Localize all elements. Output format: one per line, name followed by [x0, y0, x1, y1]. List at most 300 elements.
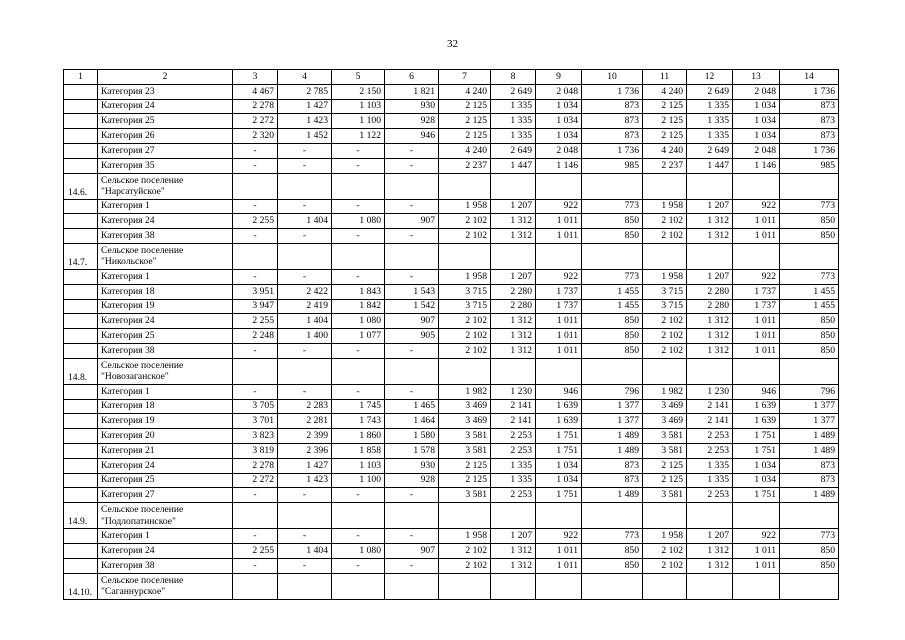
empty-cell: [332, 173, 385, 199]
empty-cell: [332, 358, 385, 384]
value-cell: 773: [780, 269, 839, 284]
table-row: [64, 84, 839, 99]
value-cell: 1 312: [491, 229, 536, 244]
table-row: [64, 129, 839, 144]
value-cell: 1 034: [733, 129, 780, 144]
value-cell: 2 253: [491, 488, 536, 503]
row-code: [64, 558, 98, 573]
value-cell: 1 034: [536, 114, 582, 129]
table-row: [64, 229, 839, 244]
value-cell: 1 751: [536, 443, 582, 458]
value-cell: 985: [582, 158, 643, 173]
row-code: [64, 299, 98, 314]
table-row: [64, 399, 839, 414]
row-code: [64, 429, 98, 444]
value-cell: 3 469: [439, 414, 491, 429]
settlement-name-line2: "Подлопатинское": [101, 515, 176, 527]
value-cell: 3 947: [233, 299, 278, 314]
empty-cell: [233, 573, 278, 599]
empty-cell: [687, 573, 733, 599]
value-cell: 1 751: [733, 443, 780, 458]
row-code: [64, 443, 98, 458]
value-cell: 930: [385, 99, 439, 114]
value-cell: 922: [733, 199, 780, 214]
row-code: [64, 84, 98, 99]
value-cell: 2 419: [278, 299, 332, 314]
value-cell: 3 715: [643, 299, 687, 314]
value-cell: 1 034: [733, 114, 780, 129]
row-code: [64, 343, 98, 358]
value-cell: 1 447: [491, 158, 536, 173]
value-cell: 3 469: [643, 399, 687, 414]
value-cell: 1 011: [536, 558, 582, 573]
empty-cell: [687, 503, 733, 529]
empty-cell: [233, 243, 278, 269]
table-row: [64, 314, 839, 329]
column-header: 13: [733, 70, 780, 85]
category-name: Категория 26: [98, 129, 233, 144]
value-cell: 1 011: [733, 314, 780, 329]
page-number: 32: [447, 38, 458, 50]
section-code: 14.9.: [64, 503, 98, 529]
table-row: [64, 343, 839, 358]
value-cell: 3 581: [439, 429, 491, 444]
empty-cell: [733, 243, 780, 269]
value-cell: 1 404: [278, 214, 332, 229]
value-cell: 850: [582, 343, 643, 358]
row-code: [64, 199, 98, 214]
value-cell: -: [233, 158, 278, 173]
empty-cell: [780, 173, 839, 199]
value-cell: 2 125: [643, 114, 687, 129]
value-cell: -: [278, 229, 332, 244]
empty-cell: [385, 173, 439, 199]
value-cell: 2 278: [233, 458, 278, 473]
value-cell: 1 312: [491, 558, 536, 573]
category-name: Категория 25: [98, 114, 233, 129]
value-cell: 2 255: [233, 214, 278, 229]
row-code: [64, 158, 98, 173]
value-cell: 1 034: [733, 458, 780, 473]
empty-cell: [733, 503, 780, 529]
value-cell: 946: [385, 129, 439, 144]
value-cell: 1 312: [491, 214, 536, 229]
value-cell: 1 011: [536, 329, 582, 344]
value-cell: 2 048: [733, 84, 780, 99]
value-cell: 2 102: [439, 229, 491, 244]
section-code: 14.8.: [64, 358, 98, 384]
empty-cell: [582, 358, 643, 384]
value-cell: -: [233, 343, 278, 358]
empty-cell: [536, 243, 582, 269]
value-cell: 2 125: [643, 129, 687, 144]
value-cell: 1 404: [278, 314, 332, 329]
settlement-name-line2: "Нарсатуйское": [101, 186, 165, 198]
value-cell: 1 146: [733, 158, 780, 173]
table-row: [64, 329, 839, 344]
value-cell: 1 737: [536, 284, 582, 299]
value-cell: 1 011: [733, 343, 780, 358]
value-cell: 850: [780, 214, 839, 229]
value-cell: 2 141: [491, 414, 536, 429]
value-cell: 3 715: [643, 284, 687, 299]
empty-cell: [687, 358, 733, 384]
category-name: Категория 24: [98, 543, 233, 558]
value-cell: -: [233, 529, 278, 544]
category-name: Категория 1: [98, 529, 233, 544]
row-code: [64, 399, 98, 414]
table-row: [64, 543, 839, 558]
table-row: [64, 429, 839, 444]
value-cell: 850: [582, 329, 643, 344]
table-row: [64, 158, 839, 173]
row-code: [64, 114, 98, 129]
value-cell: -: [233, 269, 278, 284]
value-cell: 773: [582, 529, 643, 544]
table-row: [64, 143, 839, 158]
value-cell: 1 958: [439, 529, 491, 544]
value-cell: 1 821: [385, 84, 439, 99]
value-cell: 1 011: [733, 229, 780, 244]
value-cell: 2 320: [233, 129, 278, 144]
tariff-table: [63, 69, 839, 600]
value-cell: 873: [780, 458, 839, 473]
value-cell: 928: [385, 114, 439, 129]
value-cell: 2 280: [491, 299, 536, 314]
row-code: [64, 488, 98, 503]
empty-cell: [439, 503, 491, 529]
value-cell: 1 489: [780, 429, 839, 444]
value-cell: 1 958: [439, 199, 491, 214]
value-cell: 2 272: [233, 473, 278, 488]
value-cell: 873: [582, 458, 643, 473]
empty-cell: [733, 173, 780, 199]
empty-cell: [780, 358, 839, 384]
category-name: Категория 27: [98, 488, 233, 503]
value-cell: 850: [780, 543, 839, 558]
value-cell: 1 452: [278, 129, 332, 144]
value-cell: 2 102: [643, 558, 687, 573]
settlement-name-line1: Сельское поселение: [101, 174, 184, 186]
value-cell: 850: [780, 329, 839, 344]
category-name: Категория 24: [98, 458, 233, 473]
value-cell: 1 207: [687, 529, 733, 544]
section-code: 14.7.: [64, 243, 98, 269]
category-name: Категория 21: [98, 443, 233, 458]
value-cell: -: [385, 384, 439, 399]
settlement-name-line1: Сельское поселение: [101, 504, 184, 516]
value-cell: 1 843: [332, 284, 385, 299]
value-cell: 1 982: [643, 384, 687, 399]
category-name: Категория 25: [98, 473, 233, 488]
value-cell: 1 842: [332, 299, 385, 314]
value-cell: -: [278, 343, 332, 358]
value-cell: 907: [385, 314, 439, 329]
empty-cell: [536, 358, 582, 384]
value-cell: 922: [733, 529, 780, 544]
value-cell: 3 581: [643, 429, 687, 444]
value-cell: 1 312: [687, 558, 733, 573]
value-cell: 873: [780, 473, 839, 488]
value-cell: -: [332, 488, 385, 503]
empty-cell: [582, 173, 643, 199]
value-cell: -: [233, 384, 278, 399]
value-cell: 1 080: [332, 314, 385, 329]
empty-cell: [491, 358, 536, 384]
empty-cell: [780, 573, 839, 599]
value-cell: 2 649: [687, 143, 733, 158]
settlement-name-line2: "Саганнурское": [101, 586, 166, 598]
value-cell: 873: [780, 99, 839, 114]
column-header: 2: [98, 70, 233, 85]
table-row: [64, 384, 839, 399]
value-cell: 1 751: [733, 429, 780, 444]
category-name: Категория 27: [98, 143, 233, 158]
value-cell: 1 737: [733, 284, 780, 299]
value-cell: 2 125: [643, 458, 687, 473]
empty-cell: [491, 243, 536, 269]
value-cell: -: [332, 343, 385, 358]
category-name: Категория 1: [98, 384, 233, 399]
row-code: [64, 229, 98, 244]
value-cell: 1 400: [278, 329, 332, 344]
value-cell: 1 335: [491, 473, 536, 488]
value-cell: 2 281: [278, 414, 332, 429]
value-cell: 850: [582, 543, 643, 558]
value-cell: 2 255: [233, 314, 278, 329]
value-cell: 1 335: [687, 473, 733, 488]
category-name: Категория 24: [98, 99, 233, 114]
value-cell: -: [385, 269, 439, 284]
row-code: [64, 529, 98, 544]
value-cell: 922: [536, 529, 582, 544]
column-header: 6: [385, 70, 439, 85]
value-cell: 2 125: [439, 99, 491, 114]
empty-cell: [733, 358, 780, 384]
value-cell: 3 581: [439, 443, 491, 458]
value-cell: 1 737: [733, 299, 780, 314]
table-row: [64, 99, 839, 114]
value-cell: 2 399: [278, 429, 332, 444]
value-cell: 2 253: [687, 429, 733, 444]
table-row: [64, 214, 839, 229]
value-cell: 1 455: [780, 284, 839, 299]
value-cell: 1 312: [687, 543, 733, 558]
value-cell: 3 715: [439, 299, 491, 314]
value-cell: 3 581: [439, 488, 491, 503]
value-cell: -: [385, 343, 439, 358]
value-cell: 1 745: [332, 399, 385, 414]
value-cell: 2 102: [643, 314, 687, 329]
value-cell: 1 103: [332, 458, 385, 473]
settlement-name: [98, 573, 233, 599]
value-cell: 1 639: [733, 399, 780, 414]
empty-cell: [491, 173, 536, 199]
value-cell: 3 951: [233, 284, 278, 299]
value-cell: 3 705: [233, 399, 278, 414]
section-code: 14.6.: [64, 173, 98, 199]
empty-cell: [643, 503, 687, 529]
value-cell: 1 958: [643, 199, 687, 214]
value-cell: 1 312: [687, 214, 733, 229]
column-header: 11: [643, 70, 687, 85]
empty-cell: [643, 573, 687, 599]
value-cell: 2 255: [233, 543, 278, 558]
value-cell: 2 253: [687, 443, 733, 458]
value-cell: 2 649: [491, 84, 536, 99]
value-cell: 922: [536, 269, 582, 284]
value-cell: 1 312: [687, 343, 733, 358]
empty-cell: [643, 358, 687, 384]
value-cell: 985: [780, 158, 839, 173]
value-cell: 1 543: [385, 284, 439, 299]
category-name: Категория 1: [98, 269, 233, 284]
value-cell: 2 422: [278, 284, 332, 299]
row-code: [64, 269, 98, 284]
value-cell: 1 335: [491, 114, 536, 129]
value-cell: 1 489: [582, 488, 643, 503]
empty-cell: [385, 573, 439, 599]
value-cell: 1 751: [536, 429, 582, 444]
empty-cell: [582, 503, 643, 529]
value-cell: 850: [582, 214, 643, 229]
value-cell: 1 034: [536, 129, 582, 144]
table-row: [64, 529, 839, 544]
value-cell: 1 011: [733, 214, 780, 229]
value-cell: 1 958: [643, 529, 687, 544]
value-cell: 2 237: [439, 158, 491, 173]
value-cell: 1 860: [332, 429, 385, 444]
table-row: [64, 473, 839, 488]
value-cell: 2 253: [491, 443, 536, 458]
value-cell: 2 248: [233, 329, 278, 344]
value-cell: -: [278, 269, 332, 284]
value-cell: 1 011: [733, 329, 780, 344]
empty-cell: [536, 503, 582, 529]
value-cell: 2 141: [491, 399, 536, 414]
settlement-row: [64, 503, 839, 529]
value-cell: 1 858: [332, 443, 385, 458]
value-cell: 2 278: [233, 99, 278, 114]
value-cell: 4 240: [643, 143, 687, 158]
category-name: Категория 20: [98, 429, 233, 444]
table-row: [64, 414, 839, 429]
value-cell: -: [332, 229, 385, 244]
row-code: [64, 414, 98, 429]
value-cell: 850: [780, 314, 839, 329]
value-cell: 1 146: [536, 158, 582, 173]
value-cell: 850: [780, 343, 839, 358]
value-cell: -: [385, 488, 439, 503]
value-cell: 850: [780, 558, 839, 573]
column-header: 4: [278, 70, 332, 85]
value-cell: 773: [780, 199, 839, 214]
value-cell: 1 639: [536, 414, 582, 429]
row-code: [64, 543, 98, 558]
empty-cell: [439, 573, 491, 599]
value-cell: 2 280: [491, 284, 536, 299]
value-cell: 2 237: [643, 158, 687, 173]
value-cell: 1 751: [733, 488, 780, 503]
row-code: [64, 284, 98, 299]
value-cell: 796: [780, 384, 839, 399]
value-cell: -: [278, 488, 332, 503]
value-cell: -: [385, 229, 439, 244]
column-header: 7: [439, 70, 491, 85]
empty-cell: [643, 243, 687, 269]
empty-cell: [780, 503, 839, 529]
value-cell: 1 404: [278, 543, 332, 558]
value-cell: 1 455: [780, 299, 839, 314]
value-cell: 4 240: [643, 84, 687, 99]
empty-cell: [491, 573, 536, 599]
value-cell: 1 489: [780, 488, 839, 503]
row-code: [64, 458, 98, 473]
value-cell: -: [332, 143, 385, 158]
value-cell: 1 312: [491, 314, 536, 329]
empty-cell: [233, 173, 278, 199]
value-cell: 2 125: [439, 129, 491, 144]
value-cell: -: [385, 558, 439, 573]
value-cell: 2 102: [439, 558, 491, 573]
value-cell: -: [385, 158, 439, 173]
column-header: 10: [582, 70, 643, 85]
empty-cell: [536, 573, 582, 599]
value-cell: 4 240: [439, 143, 491, 158]
empty-cell: [385, 358, 439, 384]
value-cell: 2 102: [643, 229, 687, 244]
section-code: 14.10.: [64, 573, 98, 599]
value-cell: 930: [385, 458, 439, 473]
value-cell: -: [233, 229, 278, 244]
empty-cell: [332, 503, 385, 529]
column-number-row: [64, 70, 839, 85]
value-cell: 1 207: [491, 529, 536, 544]
empty-cell: [687, 173, 733, 199]
empty-cell: [491, 503, 536, 529]
value-cell: 1 335: [687, 99, 733, 114]
value-cell: 873: [582, 114, 643, 129]
value-cell: 1 011: [733, 543, 780, 558]
value-cell: 1 122: [332, 129, 385, 144]
value-cell: 2 102: [643, 214, 687, 229]
category-name: Категория 23: [98, 84, 233, 99]
value-cell: -: [233, 488, 278, 503]
value-cell: -: [278, 384, 332, 399]
settlement-row: [64, 573, 839, 599]
value-cell: 3 581: [643, 443, 687, 458]
table-row: [64, 299, 839, 314]
row-code: [64, 143, 98, 158]
row-code: [64, 314, 98, 329]
value-cell: 1 542: [385, 299, 439, 314]
value-cell: 1 077: [332, 329, 385, 344]
value-cell: 2 141: [687, 414, 733, 429]
value-cell: 873: [780, 114, 839, 129]
value-cell: 2 272: [233, 114, 278, 129]
value-cell: 1 464: [385, 414, 439, 429]
category-name: Категория 19: [98, 414, 233, 429]
empty-cell: [536, 173, 582, 199]
value-cell: 2 125: [439, 473, 491, 488]
empty-cell: [643, 173, 687, 199]
value-cell: 1 751: [536, 488, 582, 503]
value-cell: 1 034: [536, 473, 582, 488]
row-code: [64, 129, 98, 144]
value-cell: 928: [385, 473, 439, 488]
column-header: 3: [233, 70, 278, 85]
value-cell: 4 467: [233, 84, 278, 99]
